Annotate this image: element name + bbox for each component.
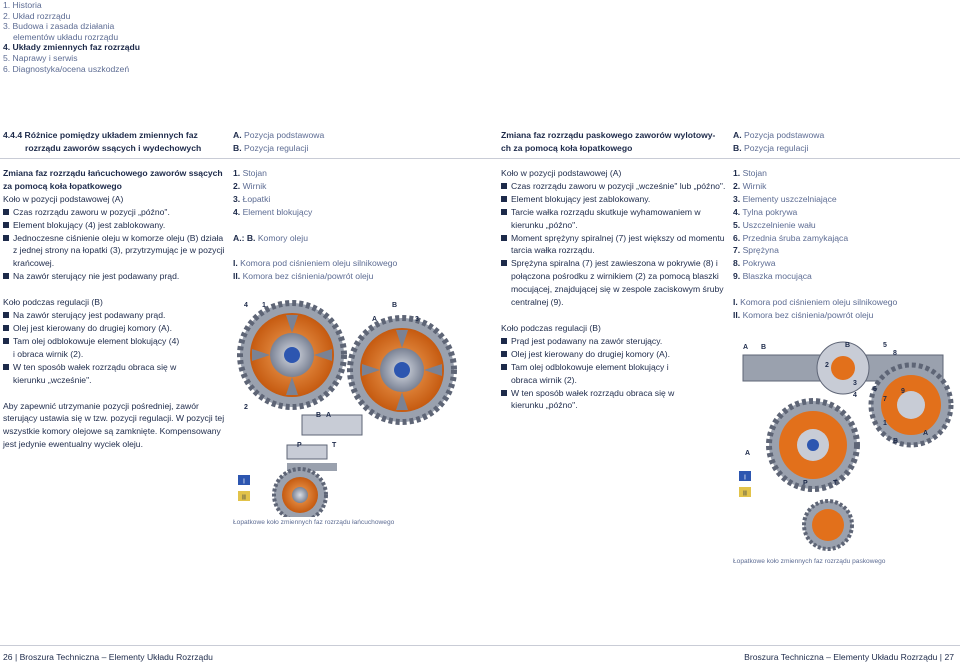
bullet-item: Olej jest kierowany do drugiej komory (A).	[501, 348, 726, 361]
chain-parts-legend	[233, 167, 397, 283]
page-number: 27	[944, 652, 954, 662]
bullet-item: Czas rozrządu zaworu w pozycji „późno".	[3, 206, 225, 219]
chapter-toc	[3, 0, 140, 74]
toc-item[interactable]: 3. Budowa i zasada działania	[3, 21, 115, 32]
bullet-item: Tarcie wałka rozrządu skutkuje wyhamowaniem w	[501, 206, 726, 219]
legend-item: I. Komora pod ciśnieniem oleju silnikowego	[733, 297, 898, 308]
right-caption: Łopatkowe koło zmiennych faz rozrządu paskowego	[733, 558, 886, 565]
belt-parts-legend	[733, 167, 897, 322]
legend-item: II. Komora bez ciśnienia/powrót oleju	[233, 271, 374, 282]
footer-right: Broszura Techniczna – Elementy Układu Rozrządu | 27	[744, 652, 954, 662]
gear-small-belt	[804, 501, 852, 549]
legend-item: 3. Elementy uszczelniające	[733, 193, 837, 204]
bullet-item: Tam olej odblokowuje element blokujący i	[501, 361, 726, 374]
legend-item: 5. Uszczelnienie wału	[733, 219, 816, 230]
bullet-item: Element blokujący (4) jest zablokowany.	[3, 219, 225, 232]
bullet-item: Na zawór sterujący nie jest podawany prąd.	[3, 270, 225, 283]
bullet-item: Olej jest kierowany do drugiej komory (A).	[3, 322, 225, 335]
legend-item: 2. Wirnik	[733, 180, 767, 191]
svg-text:7: 7	[883, 396, 887, 403]
svg-text:A: A	[743, 344, 749, 351]
footer-divider	[0, 645, 960, 646]
bullet-item: Sprężyna spiralna (7) jest zawieszona w pokrywie (8) i	[501, 257, 726, 270]
legend-item: A.: B. Komory oleju	[233, 232, 308, 243]
svg-text:I: I	[243, 478, 245, 486]
footer-title: Broszura Techniczna – Elementy Układu Rozrządu	[744, 652, 938, 662]
section-title: 4.4.4 Różnice pomiędzy układem zmiennych faz rozrządu zaworów ssących i wydechowych	[3, 130, 202, 153]
svg-text:B: B	[893, 438, 899, 445]
label-b2: B	[316, 412, 322, 419]
legend-chips	[238, 475, 250, 502]
gear-position-b	[871, 365, 951, 445]
svg-text:A: A	[745, 450, 751, 457]
left-caption: Łopatkowe koło zmiennych faz rozrządu łańcuchowego	[233, 519, 395, 526]
svg-text:II: II	[743, 490, 747, 498]
svg-text:T: T	[833, 480, 838, 487]
label-a2: A	[326, 412, 332, 419]
chain-drive-text: Zmiana faz rozrządu łańcuchowego zaworów ssących za pomocą koła łopatkowego Koło w pozycji podstawowej (A) Czas rozrządu zaworu w pozycji „późno". Element blokujący (4) jest zablokowany. Jednoczesne ciśnienie oleju w komorze oleju (B) działa z jednej strony na łopatki (3), przytrzymując je w pozycji krańcowej. Na zawór sterujący nie jest podawany prąd. Koło podczas regulacji (B) Na zawór sterujący jest podawany prąd. Olej jest kierowany do drugiej komory (A). Tam olej odblokowuje element blokujący (4) i obraca wirnik (2). W ten sposób wałek rozrządu obraca się w kierunku „wcześnie". Aby zapewnić utrzymanie pozycji pośredniej, zawór sterujący ustawia się w tzw. pozycji regulacji. W pozycji tej wszystkie komory olejowe są zamknięte. Kompensowany jest jedynie ewentualny wyciek oleju.	[3, 168, 225, 450]
footer-title: Broszura Techniczna – Elementy Układu Rozrządu	[19, 652, 213, 662]
left-position-legend: A. Pozycja podstawowa B. Pozycja regulacji	[233, 130, 325, 153]
toc-item[interactable]: 5. Naprawy i serwis	[3, 52, 78, 63]
toc-item[interactable]: elementów układu rozrządu	[13, 31, 119, 42]
svg-text:5: 5	[883, 342, 887, 349]
bullet-item: W ten sposób wałek rozrządu obraca się w	[3, 361, 225, 374]
bullet-item: Na zawór sterujący jest podawany prąd.	[3, 309, 225, 322]
bullet-item: Moment sprężyny spiralnej (7) jest większy od momentu	[501, 232, 726, 245]
svg-text:B: B	[761, 344, 767, 351]
right-diagram-title: Zmiana faz rozrządu paskowego zaworów wylotowy- ch za pomocą koła łopatkowego	[501, 130, 716, 153]
legend-item: 4. Tylna pokrywa	[733, 206, 798, 217]
page-number: 26	[3, 652, 13, 662]
right-position-legend: A. Pozycja podstawowa B. Pozycja regulacji	[733, 130, 825, 153]
bullet-item: W ten sposób wałek rozrządu obraca się w	[501, 387, 726, 400]
sprocket-position-b	[350, 318, 454, 422]
legend-item: 7. Sprężyna	[733, 245, 779, 256]
label-t: T	[332, 442, 337, 449]
label-3: 3	[415, 316, 419, 323]
toc-item[interactable]: 6. Diagnostyka/ocena uszkodzeń	[3, 63, 130, 74]
label-b: B	[392, 302, 398, 309]
svg-text:A: A	[923, 430, 929, 437]
legend-chips	[739, 471, 751, 498]
svg-text:3: 3	[853, 380, 857, 387]
svg-text:6: 6	[873, 386, 877, 393]
belt-phaser-illustration	[733, 325, 958, 553]
gear-position-a	[769, 401, 857, 489]
svg-text:P: P	[803, 480, 808, 487]
toc-item[interactable]: 2. Układ rozrządu	[3, 10, 71, 21]
legend-item: 1. Stojan	[733, 168, 767, 178]
svg-text:1: 1	[883, 420, 887, 427]
label-a: A	[372, 316, 378, 323]
legend-item: 6. Przednia śruba zamykająca	[733, 232, 849, 243]
bullet-item: Prąd jest podawany na zawór sterujący.	[501, 335, 726, 348]
legend-item: 4. Element blokujący	[233, 206, 313, 217]
label-2: 2	[244, 404, 248, 411]
sprocket-position-a	[240, 303, 344, 407]
legend-item: 9. Blaszka mocująca	[733, 271, 812, 282]
label-1: 1	[262, 302, 266, 309]
svg-text:B: B	[845, 342, 851, 349]
svg-text:2: 2	[825, 362, 829, 369]
bullet-item: Tam olej odblokowuje element blokujący (4)	[3, 335, 225, 348]
svg-text:8: 8	[893, 350, 897, 357]
belt-drive-text: Koło w pozycji podstawowej (A) Czas rozrządu zaworu w pozycji „wcześnie" lub „późno". Element blokujący jest zablokowany. Tarcie wałka rozrządu skutkuje wyhamowaniem w kierunku „późno". Moment sprężyny spiralnej (7) jest większy od momentu tarcia wałka rozrządu. Sprężyna spiralna (7) jest zawieszona w pokrywie (8) i połączona pośrodku z wirnikiem (2) za pomocą blaszki mocującej, znajdującej się w zespole zaciskowym śruby centralnej (9). Koło podczas regulacji (B) Prąd jest podawany na zawór sterujący. Olej jest kierowany do drugiej komory (A). Tam olej odblokowuje element blokujący i obraca wirnik (2). W ten sposób wałek rozrządu obraca się w kierunku „późno".	[501, 168, 726, 411]
label-p: P	[297, 442, 302, 449]
svg-text:II: II	[242, 494, 246, 502]
bullet-item: Element blokujący jest zablokowany.	[501, 193, 726, 206]
legend-item: 2. Wirnik	[233, 180, 267, 191]
legend-item: 3. Łopatki	[233, 193, 271, 204]
sprocket-small	[274, 469, 326, 517]
chain-phaser-illustration	[232, 295, 487, 517]
legend-item: II. Komora bez ciśnienia/powrót oleju	[733, 309, 874, 320]
svg-text:I: I	[744, 474, 746, 482]
legend-item: I. Komora pod ciśnieniem oleju silnikowego	[233, 258, 398, 269]
toc-item-active[interactable]: 4. Układy zmiennych faz rozrządu	[3, 42, 141, 53]
label-4: 4	[244, 302, 248, 309]
svg-text:4: 4	[853, 392, 857, 399]
footer-left: 26 | Broszura Techniczna – Elementy Układu Rozrządu	[3, 652, 213, 662]
legend-item: 1. Stojan	[233, 168, 267, 178]
toc-item[interactable]: 1. Historia	[3, 0, 42, 10]
bullet-item: Jednoczesne ciśnienie oleju w komorze oleju (B) działa	[3, 232, 225, 245]
header-divider	[0, 158, 960, 159]
bullet-item: Czas rozrządu zaworu w pozycji „wcześnie" lub „późno".	[501, 180, 726, 193]
legend-item: 8. Pokrywa	[733, 258, 776, 269]
svg-text:9: 9	[901, 388, 905, 395]
